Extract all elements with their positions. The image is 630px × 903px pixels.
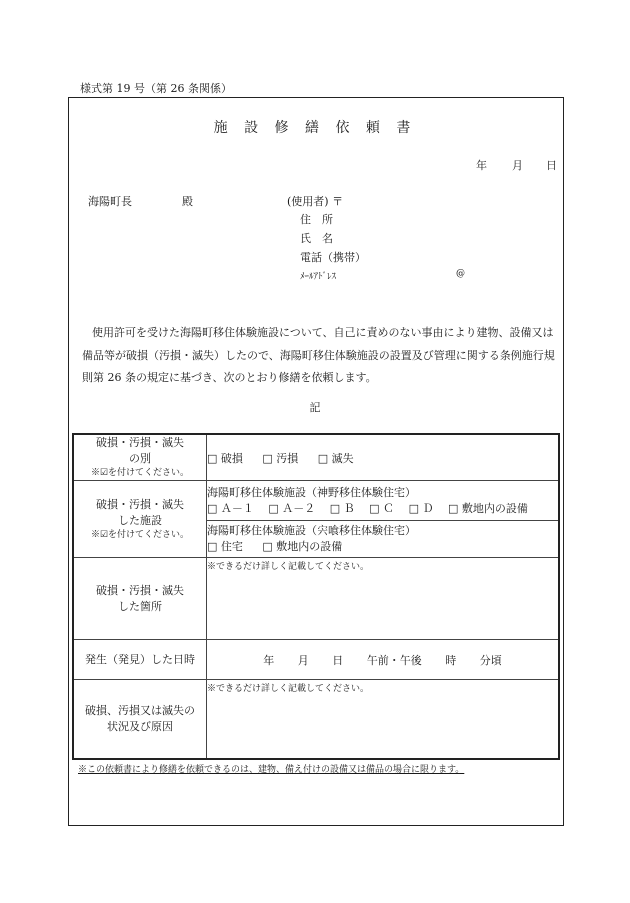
request-table: [72, 433, 560, 760]
request-body-text: 使用許可を受けた海陽町移住体験施設について、自己に責めのない事由により建物、設備又は備品等が破損（汚損・滅失）したので、海陽町移住体験施設の設置及び管理に関する条例施行規則第 26 条の規定に基づき、次のとおり修繕を依頼します。: [82, 326, 555, 384]
checkbox-damage[interactable]: □ 破損: [207, 451, 243, 465]
damage-type-label: [73, 434, 207, 481]
form-number-label: 様式第 19 号（第 26 条関係）: [80, 82, 232, 95]
table-row: [73, 434, 559, 481]
facility-kanno: [207, 481, 560, 521]
facility-note: ※☑を付けてください。: [90, 529, 190, 540]
checkbox-loss[interactable]: □ 滅失: [317, 451, 354, 465]
table-row: [73, 481, 559, 521]
facility-label: [73, 481, 207, 558]
facility-shishikui-name: 海陽町移住体験施設（宍喰移住体験住宅）: [207, 524, 416, 537]
occurrence-ampm: 午前・午後: [366, 653, 422, 667]
table-row: [73, 680, 559, 759]
date-day: 日: [546, 159, 557, 172]
cause-label: [73, 680, 207, 759]
ki-heading: 記: [309, 401, 321, 414]
checkbox-c[interactable]: □ Ｃ: [369, 501, 395, 515]
damage-type-label-line2: の別: [129, 452, 151, 465]
applicant-address-label: 住 所: [300, 213, 333, 226]
occurrence-datetime-label: 発生（発見）した日時: [73, 640, 207, 680]
checkbox-b[interactable]: □ Ｂ: [329, 501, 355, 515]
email-at-mark: @: [456, 269, 465, 279]
facility-label-line2: した施設: [118, 513, 162, 527]
footnote: ※この依頼書により修繕を依頼できるのは、建物、備え付けの設備又は備品の場合に限ります。: [78, 765, 465, 775]
applicant-name-label: 氏 名: [300, 232, 333, 245]
damage-type-label-line1: 破損・汚損・滅失: [96, 436, 184, 449]
occurrence-day: 日: [332, 653, 344, 667]
location-hint: ※できるだけ詳しく記載してください。: [207, 562, 370, 572]
occurrence-hour: 時: [445, 653, 457, 667]
location-input[interactable]: [207, 558, 560, 640]
checkbox-a2[interactable]: □ Ａ－２: [268, 501, 316, 515]
addressee-name: 海陽町長: [88, 195, 132, 208]
facility-shishikui: [207, 521, 560, 558]
checkbox-d[interactable]: □ Ｄ: [408, 501, 434, 515]
applicant-user-label: (使用者) 〒: [287, 195, 344, 208]
table-row: [73, 558, 559, 640]
location-label: [73, 558, 207, 640]
occurrence-minute: 分頃: [479, 653, 502, 667]
table-row: [73, 640, 559, 680]
applicant-phone-label: 電話（携帯）: [300, 251, 366, 264]
date-month: 月: [512, 159, 523, 172]
checkbox-stain[interactable]: □ 汚損: [262, 451, 299, 465]
document-title: 施 設 修 繕 依 頼 書: [213, 120, 417, 136]
checkbox-shishikui-grounds[interactable]: □ 敷地内の設備: [262, 540, 343, 553]
damage-type-options: [207, 434, 560, 481]
addressee-honorific: 殿: [182, 195, 193, 208]
checkbox-house[interactable]: □ 住宅: [207, 540, 243, 553]
date-year: 年: [476, 159, 487, 172]
occurrence-datetime-input[interactable]: [207, 640, 560, 680]
cause-input[interactable]: [207, 680, 560, 759]
occurrence-month: 月: [297, 653, 309, 667]
facility-kanno-name: 海陽町移住体験施設（神野移住体験住宅）: [207, 485, 416, 499]
cause-label-line1: 破損、汚損又は滅失の: [85, 703, 195, 717]
cause-label-line2: 状況及び原因: [107, 719, 173, 733]
checkbox-a1[interactable]: □ Ａ－１: [207, 501, 254, 515]
location-label-line2: した箇所: [118, 599, 162, 613]
damage-type-note: ※☑を付けてください。: [90, 468, 190, 478]
applicant-email-label: ﾒｰﾙｱﾄﾞﾚｽ: [300, 272, 337, 282]
cause-hint: ※できるだけ詳しく記載してください。: [207, 684, 370, 694]
location-label-line1: 破損・汚損・滅失: [96, 583, 184, 597]
occurrence-year: 年: [263, 653, 275, 667]
checkbox-kanno-grounds[interactable]: □ 敷地内の設備: [447, 501, 528, 515]
facility-label-line1: 破損・汚損・滅失: [96, 497, 184, 511]
